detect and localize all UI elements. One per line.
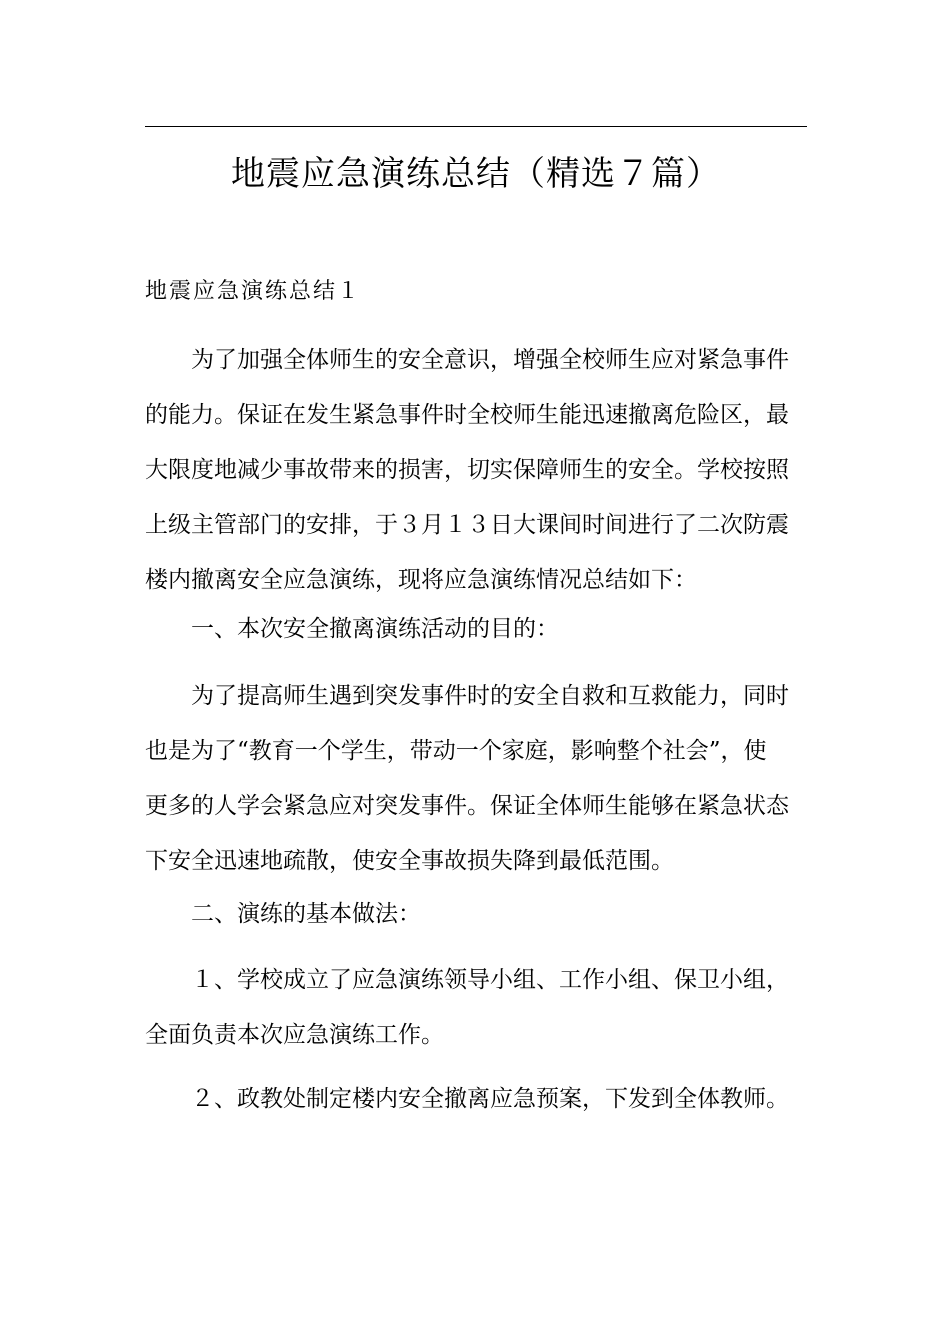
paragraph-line: 下安全迅速地疏散，使安全事故损失降到最低范围。 xyxy=(145,848,674,874)
header-rule xyxy=(145,126,807,127)
paragraph-line: ２、政教处制定楼内安全撤离应急预案，下发到全体教师。 xyxy=(145,1086,789,1112)
paragraph-line: 一、本次安全撤离演练活动的目的： xyxy=(145,616,559,642)
paragraph-line: 更多的人学会紧急应对突发事件。保证全体师生能够在紧急状态 xyxy=(145,793,789,819)
document-title: 地震应急演练总结（精选７篇） xyxy=(231,154,721,194)
paragraph-line: 楼内撤离安全应急演练，现将应急演练情况总结如下： xyxy=(145,567,697,593)
paragraph-line: １、学校成立了应急演练领导小组、工作小组、保卫小组， xyxy=(145,967,789,993)
paragraph-item-1 xyxy=(145,961,807,1055)
paragraph-line: 为了加强全体师生的安全意识，增强全校师生应对紧急事件 xyxy=(145,347,789,373)
paragraph-item-2 xyxy=(145,1080,807,1119)
paragraph-line: 全面负责本次应急演练工作。 xyxy=(145,1022,444,1048)
paragraph-line: 为了提高师生遇到突发事件时的安全自救和互救能力，同时 xyxy=(145,683,789,709)
paragraph-line: 的能力。保证在发生紧急事件时全校师生能迅速撤离危险区，最 xyxy=(145,402,789,428)
paragraph-line: 大限度地减少事故带来的损害，切实保障师生的安全。学校按照 xyxy=(145,457,789,483)
section-heading: 地震应急演练总结１ xyxy=(145,279,362,304)
paragraph-intro xyxy=(145,341,807,600)
paragraph-line: 上级主管部门的安排，于３月１３日大课间时间进行了二次防震 xyxy=(145,512,789,538)
paragraph-line: 也是为了“教育一个学生，带动一个家庭，影响整个社会”，使 xyxy=(145,738,767,764)
paragraph-line: 二、演练的基本做法： xyxy=(145,901,421,927)
paragraph-heading-purpose xyxy=(145,610,807,649)
paragraph-purpose xyxy=(145,677,807,881)
paragraph-heading-method xyxy=(145,895,807,934)
